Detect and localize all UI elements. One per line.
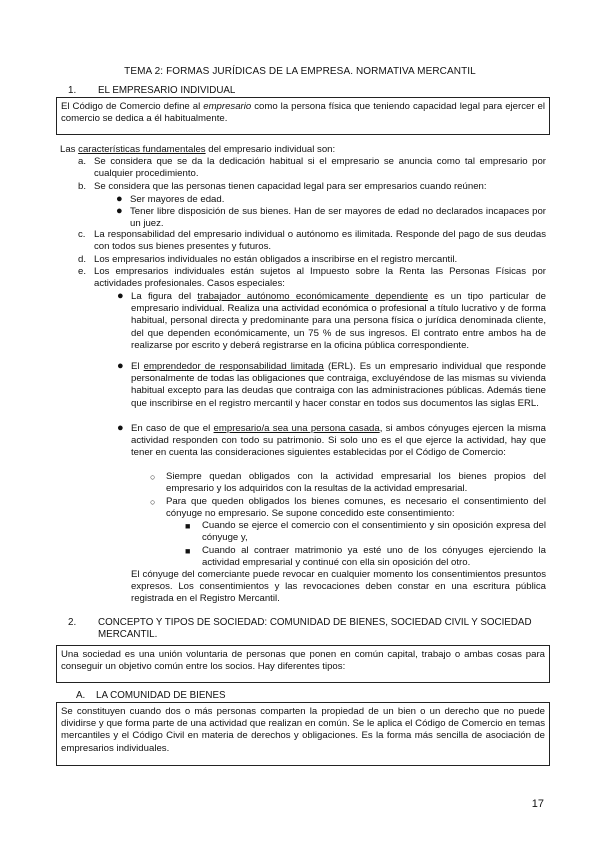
list-marker-b: b.	[78, 181, 87, 192]
definition-box	[56, 97, 550, 135]
circle-item-2	[150, 496, 546, 520]
list-item-b-text: Se considera que las personas tienen capacidad legal para ser empresarios cuando reúnen:	[94, 181, 487, 192]
characteristics-intro	[60, 144, 550, 156]
definition-term: empresario	[203, 101, 252, 112]
square-bullet-icon: ■	[185, 521, 191, 531]
section-2-title: CONCEPTO Y TIPOS DE SOCIEDAD: COMUNIDAD DE BIENES, SOCIEDAD CIVIL Y SOCIEDAD MERCANTIL.	[98, 617, 532, 641]
list-item-a	[78, 156, 546, 180]
list-marker-e: e.	[78, 266, 87, 277]
circle-item-2-text: Para que queden obligados los bienes comunes, es necesario el consentimiento del cónyuge no empresario. Se supone concedido este consentimiento:	[166, 496, 546, 520]
definition-text-start: El Código de Comercio define al	[61, 101, 204, 112]
bullet-icon: ●	[117, 422, 124, 434]
subsection-a-marker: A.	[76, 690, 86, 701]
case-3-text-start: En caso de que el	[131, 423, 214, 434]
section-2-number: 2.	[68, 617, 77, 628]
bullet-b2-text: Tener libre disposición de sus bienes. Han de ser mayores de edad no declarados incapaces por un juez.	[130, 206, 546, 230]
subsection-a-heading	[76, 690, 536, 702]
case-1-text-end: es un tipo particular de empresario individual. Realiza una actividad económica o profesional a título lucrativo y de forma habitual, personal directa y predominante para una persona física o jurídica denominada cliente, del que dependen económicamente, un 75 % de sus ingresos. El contrato entre ambos ha de realizarse por escrito y deberá registrarse en la oficina pública correspondiente.	[131, 291, 546, 351]
circle-item-1-text: Siempre quedan obligados con la actividad empresarial los bienes propios del empresario y los adquiridos con la resultas de la actividad empresarial.	[166, 471, 546, 495]
definition-text-end: como la persona física que teniendo capacidad legal para ejercer el comercio se dedica a él habitualmente.	[61, 101, 545, 125]
case-3-underlined: empresario/a sea una persona casada	[213, 423, 380, 434]
list-marker-a: a.	[78, 156, 87, 167]
section-1-heading	[66, 85, 546, 97]
case-3-text-end: , si ambos cónyuges ejercen la misma actividad responden con todo su patrimonio. Si solo uno es el que ejerce la actividad, hay que tener en cuenta las consideraciones siguientes establecidas por el Código de Comercio:	[131, 423, 546, 459]
list-item-d	[78, 254, 546, 266]
circle-item-1	[150, 471, 546, 495]
intro-text-start: Las	[60, 144, 79, 155]
square-item-2-text: Cuando al contraer matrimonio ya esté uno de los cónyuges ejerciendo la actividad empresarial y continué con ella sin oposición del otro.	[202, 545, 546, 569]
list-item-d-text: Los empresarios individuales no están obligados a inscribirse en el registro mercantil.	[94, 254, 458, 265]
special-case-autonomo	[117, 290, 546, 352]
bullet-icon: ●	[117, 290, 124, 302]
bullet-icon: ●	[116, 205, 123, 218]
circle-bullet-icon: ○	[150, 472, 156, 482]
intro-underlined: características fundamentales	[78, 144, 206, 155]
bullet-icon: ●	[117, 360, 124, 372]
bullet-icon: ●	[116, 193, 123, 205]
intro-text-end: del empresario individual son:	[205, 144, 336, 155]
list-item-a-text: Se considera que se da la dedicación habitual si el empresario se anuncia como tal empresario por cualquier procedimiento.	[94, 156, 546, 180]
revocation-paragraph: El cónyuge del comerciante puede revocar en cualquier momento los consentimientos presuntos expresos. Los consentimientos y las revocaciones deben constar en una escritura pública registrada en el Registro Mercantil.	[131, 569, 546, 605]
circle-bullet-icon: ○	[150, 497, 156, 507]
square-item-2	[185, 545, 546, 569]
case-2-underlined: emprendedor de responsabilidad limitada	[143, 361, 324, 372]
section-1-title: EL EMPRESARIO INDIVIDUAL	[98, 85, 236, 96]
square-item-1-text: Cuando se ejerce el comercio con el consentimiento y sin oposición expresa del cónyuge y,	[202, 520, 546, 544]
section-1-number: 1.	[68, 85, 77, 96]
special-case-erl	[117, 360, 546, 410]
bullet-b1-text: Ser mayores de edad.	[130, 194, 225, 205]
society-definition-box: Una sociedad es una unión voluntaria de personas que ponen en común capital, trabajo o ambas cosas para conseguir un objetivo común entre los socios. Hay diferentes tipos:	[56, 645, 550, 683]
subsection-a-title: LA COMUNIDAD DE BIENES	[96, 690, 226, 701]
list-item-b-bullets	[116, 193, 546, 231]
case-2-text-end: (ERL). Es un empresario individual que responde personalmente de todas las obligaciones que contraiga, excluyéndose de las mismas su vivienda habitual excepto para las deudas que contraiga con las administraciones públicas. Además tiene que inscribirse en el registro mercantil y hacer constar en todos sus documentos las siglas ERL.	[131, 361, 546, 409]
case-2-text-start: El	[131, 361, 144, 372]
list-marker-d: d.	[78, 254, 87, 265]
square-bullet-icon: ■	[185, 546, 191, 556]
list-item-c	[78, 229, 546, 253]
list-item-b	[78, 181, 546, 193]
list-marker-c: c.	[78, 229, 86, 240]
section-2-heading	[66, 617, 546, 641]
comunidad-bienes-box: Se constituyen cuando dos o más personas comparten la propiedad de un bien o un derecho que no puede dividirse y que forma parte de una actividad que realizan en común. Se le aplica el Código de Comercio en temas mercantiles y el Código Civil en materia de derechos y obligaciones. Es la forma más sencilla de asociación de empresarios individuales.	[56, 702, 550, 766]
list-item-e-text: Los empresarios individuales están sujetos al Impuesto sobre la Renta las Personas Físicas por actividades profesionales. Casos especiales:	[94, 266, 546, 290]
page-number: 17	[531, 798, 544, 810]
case-1-underlined: trabajador autónomo económicamente dependiente	[197, 291, 429, 302]
special-case-married	[117, 422, 546, 460]
square-item-1	[185, 520, 546, 544]
case-1-text-start: La figura del	[131, 291, 198, 302]
list-item-e	[78, 266, 546, 290]
page-title: TEMA 2: FORMAS JURÍDICAS DE LA EMPRESA. NORMATIVA MERCANTIL	[124, 66, 476, 77]
list-item-c-text: La responsabilidad del empresario individual o autónomo es ilimitada. Responde del pago de sus deudas con todos sus bienes presentes y futuros.	[94, 229, 546, 253]
